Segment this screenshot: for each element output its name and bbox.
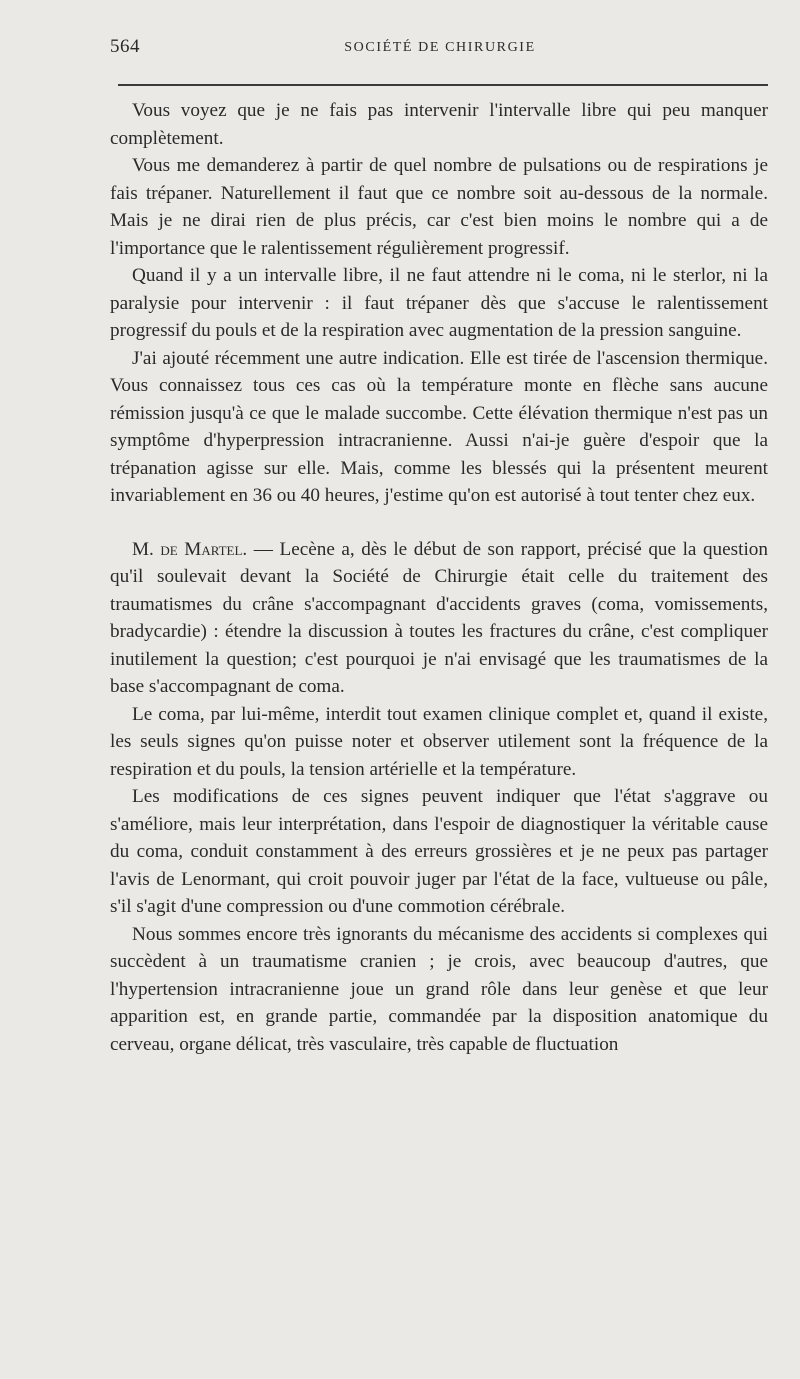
paragraph-8: Nous sommes encore très ignorants du mécanisme des accidents si complexes qui succèdent à un traumatisme cranien ; je crois, avec beaucoup d'autres, que l'hypertension intracranienne joue un grand rôle dans leur genèse et que leur apparition est, en grande partie, commandée par la disposition anatomique du cerveau, organe délicat, très vasculaire, très capable de fluctuation [110, 923, 768, 1055]
paragraph-4: J'ai ajouté récemment une autre indication. Elle est tirée de l'ascension thermique. Vous connaissez tous ces cas où la température monte en flèche sans aucune rémission jusqu'à ce que le malade succombe. Cette élévation thermique n'est pas un symptôme d'hyperpression intracranienne. Aussi n'ai-je guère d'espoir que la trépanation agisse sur elle. Mais, comme les blessés qui la présentent meurent invariablement en 36 ou 40 heures, j'estime qu'on est autorisé à tout tenter chez eux. [110, 347, 768, 506]
paragraph-3: Quand il y a un intervalle libre, il ne faut attendre ni le coma, ni le sterlor, ni la paralysie pour intervenir : il faut trépaner dès que s'accuse le ralentissement progressif du pouls et de la respiration avec augmentation de la pression sanguine. [110, 265, 768, 341]
body-text [110, 97, 768, 1058]
page-header [110, 36, 770, 66]
speaker-name: M. de Martel. [132, 538, 248, 560]
paragraph-5-text: — Lecène a, dès le début de son rapport, précisé que la question qu'il soulevait devant la Société de Chirurgie était celle du traitement des traumatismes du crâne s'accompagnant d'accidents graves (coma, vomissements, bradycardie) : étendre la discussion à toutes les fractures du crâne, c'est compliquer inutilement la question; c'est pourquoi je n'ai envisagé que les traumatismes de la base s'accompagnant de coma. [110, 538, 768, 697]
running-title: SOCIÉTÉ DE CHIRURGIE [344, 40, 536, 55]
paragraph-5 [110, 536, 768, 701]
paragraph-2: Vous me demanderez à partir de quel nombre de pulsations ou de respirations je fais trépaner. Naturellement il faut que ce nombre soit au-dessous de la normale. Mais je ne dirai rien de plus précis, car c'est bien moins le nombre qui a de l'importance que le ralentissement régulièrement progressif. [110, 155, 768, 259]
header-rule [118, 84, 768, 86]
paragraph-1: Vous voyez que je ne fais pas intervenir l'intervalle libre qui peu manquer complètement. [110, 100, 768, 149]
paragraph-6: Le coma, par lui-même, interdit tout examen clinique complet et, quand il existe, les seuls signes qu'on puisse noter et observer utilement sont la fréquence de la respiration et du pouls, la tension artérielle et la température. [110, 703, 768, 780]
paragraph-7: Les modifications de ces signes peuvent indiquer que l'état s'aggrave ou s'améliore, mais leur interprétation, dans l'espoir de diagnostiquer la véritable cause du coma, conduit constamment à des erreurs grossières et je ne peux pas partager l'avis de Lenormant, qui croit pouvoir juger par l'état de la face, vultueuse ou pâle, s'il s'agit d'une compression ou d'une commotion cérébrale. [110, 786, 768, 917]
page-number: 564 [110, 36, 140, 57]
